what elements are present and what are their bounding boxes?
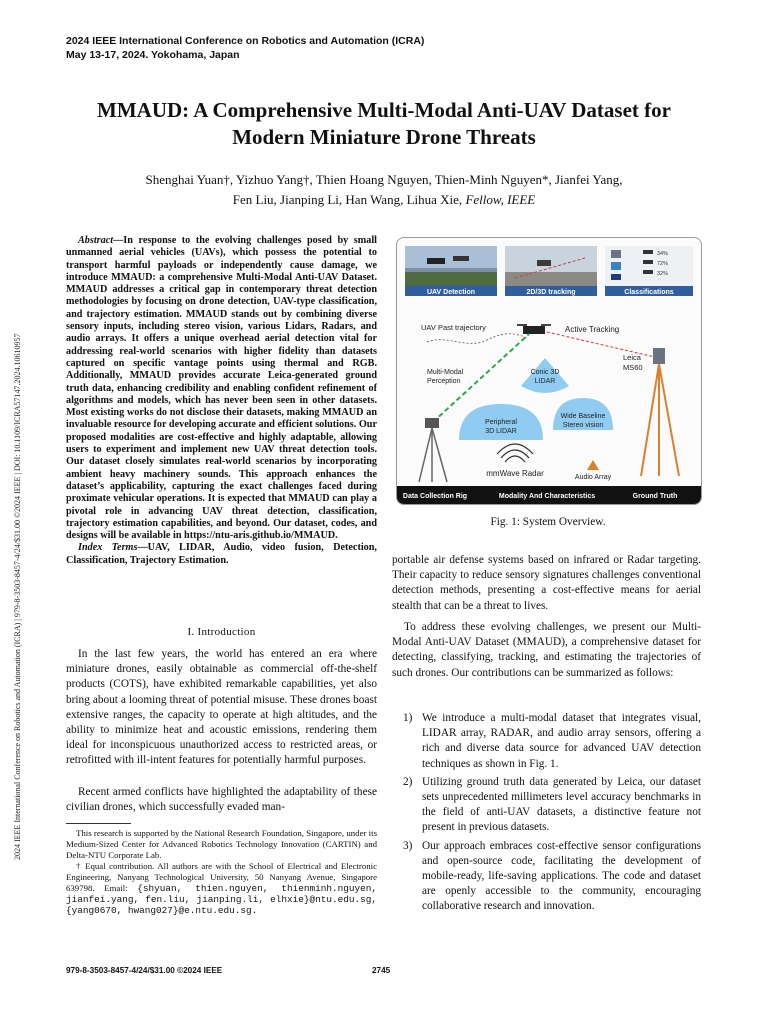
- conference-date: May 13-17, 2024. Yokohama, Japan: [66, 49, 240, 61]
- label-stereo-vision: Stereo vision: [562, 422, 604, 429]
- footer-label-rig: Data Collection Rig: [402, 493, 468, 500]
- label-active-tracking: Active Tracking: [565, 325, 620, 334]
- label-conic: Conic 3D: [530, 369, 560, 376]
- photo-classifications: [605, 246, 693, 296]
- footnote-domain-ntu: @ntu.edu.sg,: [309, 894, 377, 905]
- class-prob-2: 72%: [657, 261, 669, 267]
- label-classifications: Classifications: [624, 289, 674, 296]
- right-paragraph-2-block: [392, 620, 701, 681]
- conference-header: [66, 34, 424, 62]
- fellow-ieee: Fellow, IEEE: [465, 192, 536, 207]
- right-paragraph-1: portable air defense systems based on infrared or Radar targeting. Their capacity to reduce sensory signatures challenges conventional detection methods, presenting a cost-effective means for aerial stealth that can be a threat to lives.: [392, 554, 701, 612]
- uav-past-trajectory-path: [427, 334, 527, 344]
- photo-uav-detection: [405, 246, 497, 296]
- intro-paragraph-2: Recent armed conflicts have highlighted the adaptability of these civilian drones, which successfully evaded man-: [66, 786, 377, 814]
- radar-waves-icon: [497, 444, 533, 462]
- label-past-trajectory: UAV Past trajectory: [421, 323, 486, 332]
- footnote-rule: [66, 823, 131, 824]
- abstract-lead: Abstract: [78, 235, 114, 246]
- abstract-text: —In response to the evolving challenges posed by small unmanned aerial vehicles (UAVs), which possess the potential to transport harmful payloads or independently cause damage, we introduce MMAUD: a comprehensive Multi-Modal Anti-UAV Dataset. MMAUD addresses a critical gap in contemporary threat detection methodologies by focusing on drone detection, UAV-type classification, and trajectory estimation. MMAUD stands out by combining diverse sensory inputs, including stereo vision, various Lidars, Radars, and audio arrays. It offers a unique overhead aerial detection vital for addressing real-world scenarios with higher fidelity than datasets captured on specific vantage points using thermal and RGB. Additionally, MMAUD provides accurate Leica-generated ground truth data, enhancing credibility and enabling confident refinement of algorithms and models, which has never been seen in other datasets. Most existing works do not disclose their datasets, making MMAUD an invaluable resource for developing accurate and efficient solutions. Our proposed modalities are cost-effective and highly adaptable, allowing users to experiment and implement new UAV threat detection tools. Our dataset closely simulates real-world scenarios by incorporating ambient heavy machinery sounds. This approach enhances the dataset’s applicability, capturing the exact challenges faced during proximate vehicular operations. It is expected that MMAUD can play a pivotal role in advancing UAV threat detection, classification, trajectory estimation capabilities, and beyond. Our dataset, codes, and designs will be available in https://ntu-aris.github.io/MMAUD.: [66, 235, 377, 542]
- footnote-funding: This research is supported by the National Research Foundation, Singapore, under its Medium-Sized Center for Advanced Robotics Technology Innovation (CARTIN) and Delta-NTU Corporate Lab.: [66, 828, 377, 860]
- page-number: 2745: [372, 966, 391, 975]
- label-uav-detection: UAV Detection: [426, 289, 476, 296]
- footnote-domain-e-ntu: @e.ntu.edu.sg.: [178, 905, 258, 916]
- author-list: [66, 170, 702, 210]
- tracking-laser-line: [547, 332, 659, 358]
- index-terms-lead: Index Terms: [78, 542, 138, 554]
- authors-line-2: [66, 190, 702, 210]
- contribution-item: [392, 711, 701, 772]
- footnote: [66, 828, 377, 916]
- system-overview-figure: [396, 237, 702, 505]
- label-audio: Audio Array: [574, 474, 612, 481]
- contribution-text: Our approach embraces cost-effective sensor configurations and open-source code, facilitating the development of mobile-ready, life-saving applications. The code and dataset are openly accessible to the community, encouraging collaborative research and innovation.: [422, 839, 701, 913]
- class-prob-1: 34%: [657, 251, 669, 257]
- footnote-emails-ntu: {shyuan, thien.nguyen, thienminh.nguyen, jianfei.yang, fen.liu, jianping.li, elhxie}: [66, 883, 377, 905]
- footnote-emails-e-ntu: {yang0670, hwang027}: [66, 905, 179, 916]
- audio-array-icon: [587, 460, 599, 470]
- footer-label-ground-truth: Ground Truth: [632, 493, 678, 500]
- figure-caption: Fig. 1: System Overview.: [490, 516, 606, 528]
- footnote-affiliation-text: † Equal contribution. All authors are with the School of Electrical and Electronic Engineering, Nanyang Technological University, 50 Nanyang Avenue, Singapore 639798. Email:: [66, 861, 377, 893]
- index-terms-text: —UAV, LIDAR, Audio, video fusion, Detection, Classification, Trajectory Estimation.: [66, 542, 377, 566]
- abstract-paragraph: [66, 235, 377, 542]
- authors-line-2-names: Fen Liu, Jianping Li, Han Wang, Lihua Xie,: [232, 192, 466, 207]
- contributions-list: [392, 711, 701, 918]
- conference-name: 2024 IEEE International Conference on Robotics and Automation (ICRA): [66, 35, 425, 47]
- copyright-footer: 979-8-3503-8457-4/24/$31.00 ©2024 IEEE: [66, 966, 223, 975]
- class-prob-3: 32%: [657, 271, 669, 277]
- label-leica: Leica: [623, 353, 641, 362]
- label-perception: Perception: [427, 378, 461, 385]
- footnote-affiliation: [66, 861, 377, 916]
- label-wide-baseline: Wide Baseline: [560, 413, 606, 420]
- contribution-text: Utilizing ground truth data generated by Leica, our dataset sets unprecedented millimeters level accuracy benchmarks in the field of anti-UAV datasets, a distinctive feature not present in previous datasets.: [422, 775, 701, 834]
- contribution-number: 2): [403, 775, 413, 788]
- label-radar: mmWave Radar: [486, 469, 544, 478]
- index-terms: [66, 542, 377, 567]
- label-2d-3d-tracking: 2D/3D tracking: [526, 289, 576, 296]
- system-overview-diagram: [397, 238, 701, 504]
- leica-tripod-icon: [641, 348, 679, 476]
- contribution-item: [392, 839, 701, 915]
- right-paragraph-2: To address these evolving challenges, we present our Multi-Modal Anti-UAV Dataset (MMAUD), a comprehensive dataset for detecting, classifying, tracking, and estimating the trajectories of such drones. Our contributions can be summarized as follows:: [392, 621, 701, 679]
- footer-label-modality: Modality And Characteristics: [498, 493, 596, 500]
- contribution-number: 1): [403, 712, 413, 724]
- contribution-item: [392, 775, 701, 836]
- right-paragraph-1-block: [392, 553, 701, 614]
- contribution-number: 3): [403, 839, 413, 852]
- intro-paragraph-1: In the last few years, the world has entered an era where miniature drones, easily obtainable as commercial off-the-shelf products (COTS), have exhibited remarkable capabilities, yet also bring about a looming threat of potential misuse. These drones boast extensive ranges, the capacity to operate at high altitudes, and the ability to minimize heat and acoustic emissions, rendering them ideal for inconspicuous unauthorized access to restricted areas, or retrofitted with ill-intent features for potentially harmful purposes.: [66, 648, 377, 767]
- paper-title: [66, 97, 702, 151]
- label-conic-lidar: LIDAR: [534, 378, 556, 385]
- label-peripheral-lidar: 3D LIDAR: [485, 428, 517, 435]
- label-leica-model: MS60: [623, 363, 643, 372]
- title-line-2: Modern Miniature Drone Threats: [232, 125, 536, 149]
- label-peripheral: Peripheral: [485, 419, 517, 426]
- contribution-text: We introduce a multi-modal dataset that integrates visual, LIDAR array, RADAR, and audio array sensors, offering a rich and diverse data source for advanced UAV detection techniques as shown in Fig. 1.: [422, 712, 701, 770]
- section-heading-introduction: I. Introduction: [187, 626, 256, 638]
- intro-paragraph-1-block: [66, 647, 377, 769]
- intro-paragraph-2-block: [66, 785, 377, 815]
- drone-icon: [517, 324, 551, 334]
- title-line-1: MMAUD: A Comprehensive Multi-Modal Anti-UAV Dataset for: [97, 98, 671, 122]
- label-multimodal: Multi-Modal: [427, 369, 464, 376]
- photo-2d-3d-tracking: [505, 246, 597, 296]
- side-doi-identifier: 2024 IEEE International Conference on Robotics and Automation (ICRA) | 979-8-3503-8457-4/24/$31.00 ©2024 IEEE | DOI: 10.1109/ICRA57147.2024.10610957: [13, 333, 22, 860]
- authors-line-1: Shenghai Yuan†, Yizhuo Yang†, Thien Hoang Nguyen, Thien-Minh Nguyen*, Jianfei Yang,: [145, 172, 623, 187]
- data-collection-rig-icon: [419, 418, 447, 482]
- abstract-block: [66, 235, 377, 567]
